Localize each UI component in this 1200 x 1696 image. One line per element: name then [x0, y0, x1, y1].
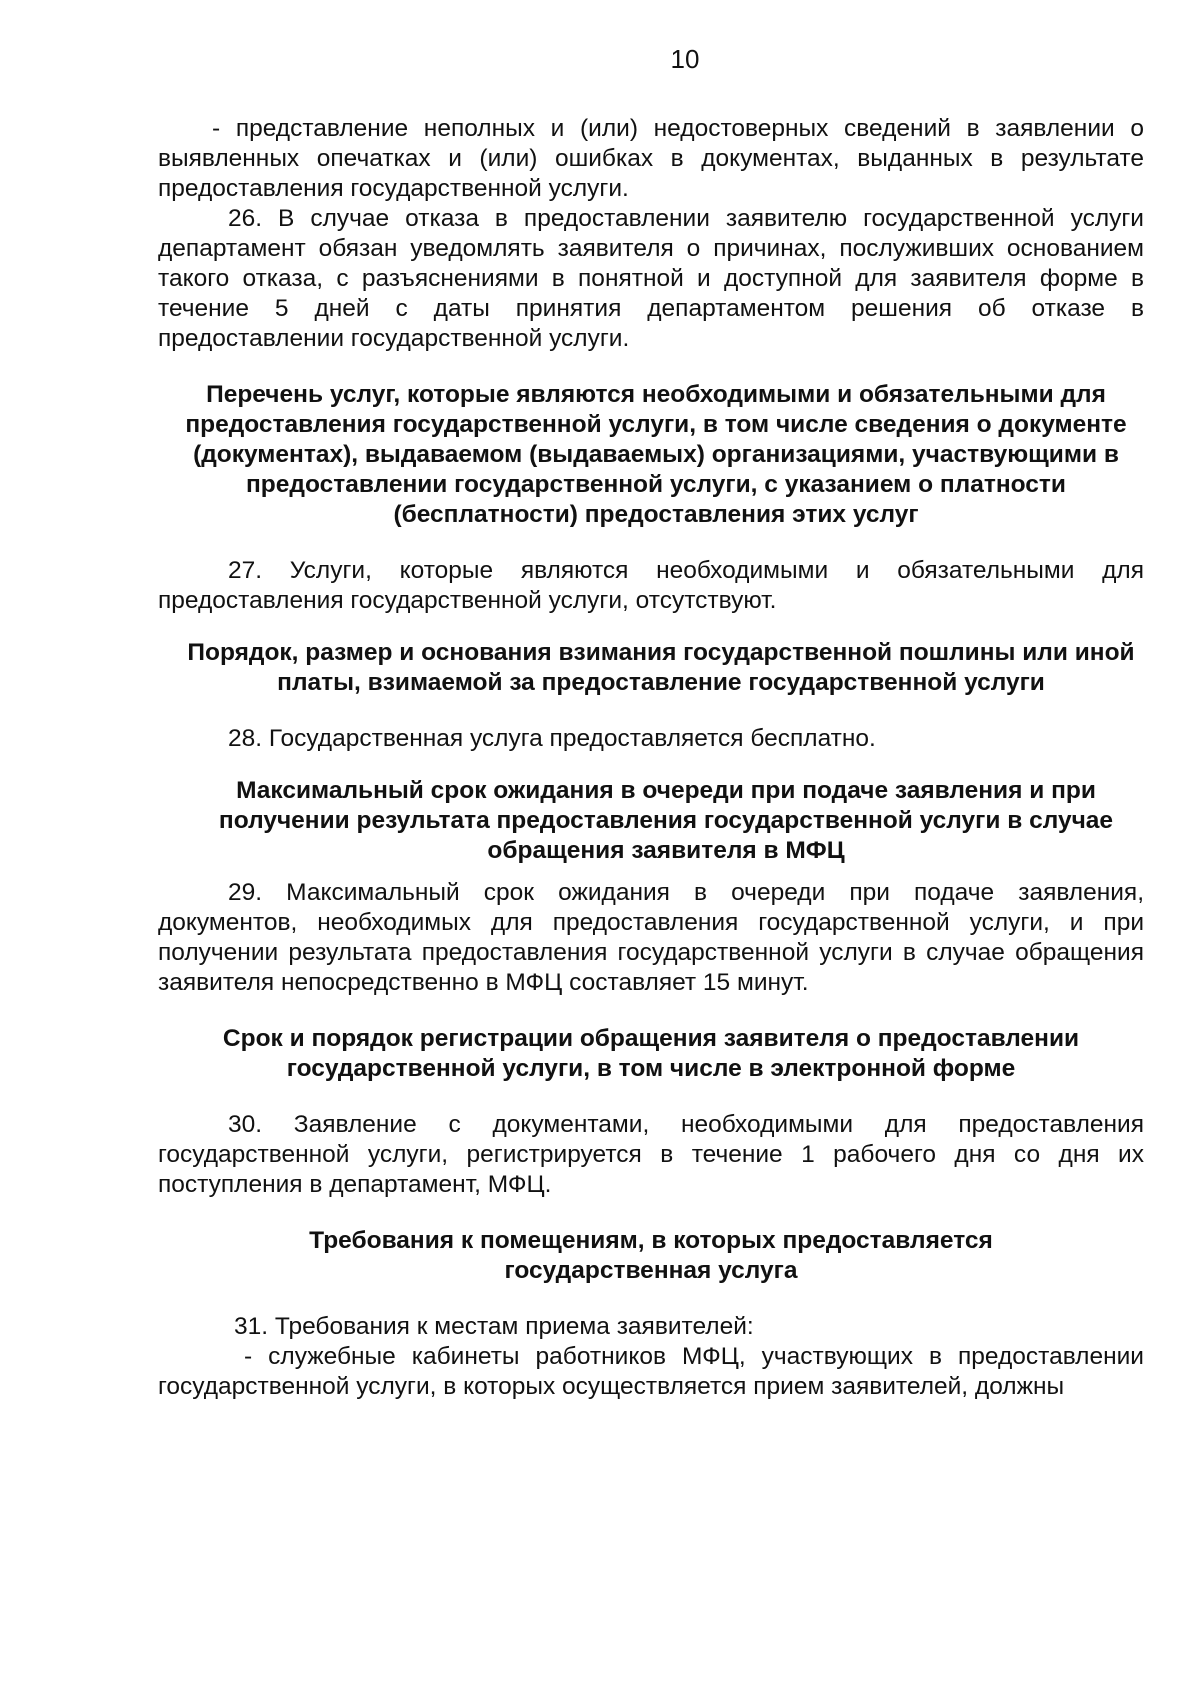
paragraph-dash-incomplete-info: - представление неполных и (или) недостоверных сведений в заявлении о выявленных опечатках и (или) ошибках в документах, выданных в результате предоставления государственной услуги.	[158, 115, 1144, 202]
paragraph-29: 29. Максимальный срок ожидания в очереди при подаче заявления, документов, необходимых для предоставления государственной услуги, и при получении результата предоставления государственной услуги в случае обращения заявителя непосредственно в МФЦ составляет 15 минут.	[158, 879, 1144, 996]
paragraph-30: 30. Заявление с документами, необходимыми для предоставления государственной услуги, регистрируется в течение 1 рабочего дня со дня их поступления в департамент, МФЦ.	[158, 1111, 1144, 1198]
heading-required-services: Перечень услуг, которые являются необходимыми и обязательными для предоставления государственной услуги, в том числе сведения о документе (документах), выдаваемом (выдаваемых) организациями, участвующими в предоставлении государственной услуги, с указанием о платности (бесплатности) предоставления этих услуг	[185, 381, 1127, 528]
heading-fee: Порядок, размер и основания взимания государственной пошлины или иной платы, взимаемой за предоставление государственной услуги	[187, 639, 1135, 696]
paragraph-31: 31. Требования к местам приема заявителей:	[234, 1313, 754, 1340]
page-number: 10	[670, 44, 700, 74]
heading-queue-time: Максимальный срок ожидания в очереди при подаче заявления и при получении результата предоставления государственной услуги в случае обращения заявителя в МФЦ	[218, 777, 1114, 864]
heading-registration: Срок и порядок регистрации обращения заявителя о предоставлении государственной услуги, в том числе в электронной форме	[222, 1025, 1080, 1082]
paragraph-28: 28. Государственная услуга предоставляется бесплатно.	[228, 725, 876, 752]
heading-premises: Требования к помещениям, в которых предоставляется государственная услуга	[309, 1227, 993, 1284]
paragraph-31-dash: - служебные кабинеты работников МФЦ, участвующих в предоставлении государственной услуги, в которых осуществляется прием заявителей, должны	[158, 1343, 1144, 1400]
paragraph-27: 27. Услуги, которые являются необходимыми и обязательными для предоставления государственной услуги, отсутствуют.	[158, 557, 1144, 614]
paragraph-26: 26. В случае отказа в предоставлении заявителю государственной услуги департамент обязан уведомлять заявителя о причинах, послуживших основанием такого отказа, с разъяснениями в понятной и доступной для заявителя форме в течение 5 дней с даты принятия департаментом решения об отказе в предоставлении государственной услуги.	[158, 205, 1144, 352]
document-body	[158, 114, 1144, 1402]
